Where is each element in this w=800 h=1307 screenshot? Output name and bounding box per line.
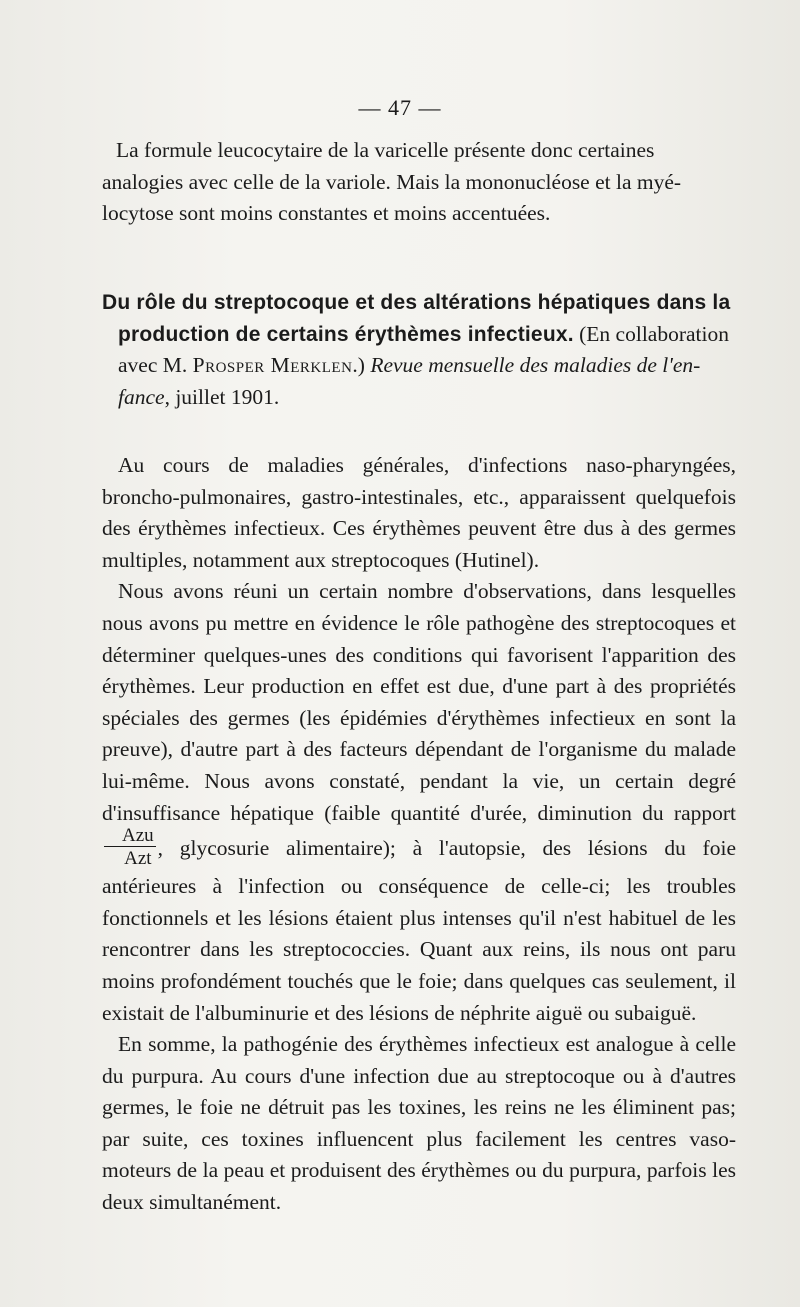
intro-paragraph xyxy=(102,135,736,230)
intro-line-3: locytose sont moins constantes et moins accentuées. xyxy=(102,201,551,226)
body-paragraph-2 xyxy=(102,576,736,1029)
ratio-fraction xyxy=(104,826,156,868)
intro-line-2: analogies avec celle de la variole. Mais la mononucléose et la myé- xyxy=(102,169,682,194)
fraction-numerator: Azu xyxy=(104,826,156,847)
article-body xyxy=(102,450,736,1219)
citation-line xyxy=(102,350,736,382)
intro-line-1: La formule leucocytaire de la varicelle présente donc certaines xyxy=(116,138,655,162)
citation-date-line xyxy=(102,382,736,414)
fraction-denominator: Azt xyxy=(124,848,152,870)
collab-close: .) xyxy=(352,353,371,378)
body-paragraph-1: Au cours de maladies générales, d'infections naso-pharyngées, broncho-pulmonaires, gastro-intestinales, etc., apparaissent quelquefois des érythèmes infectieux. Ces érythèmes peuvent être dus à des germes multiples, notamment aux streptocoques (Hutinel). xyxy=(102,453,736,572)
collab-avec: avec M. xyxy=(118,353,193,378)
coauthor-name: Prosper Merklen xyxy=(192,353,353,378)
page-number: — 47 — xyxy=(358,95,442,120)
publication-date: , juillet 1901. xyxy=(164,384,280,409)
section-title-line-2 xyxy=(102,319,736,351)
body-paragraph-3: En somme, la pathogénie des érythèmes infectieux est analogue à celle du purpura. Au cours d'une infection due au streptocoque ou à d'autres germes, le foie ne détruit pas les toxines, les reins ne les éliminent pas; par suite, ces toxines influencent plus facilement les centres vaso-moteurs de la peau et produisent des érythèmes ou du purpura, parfois les deux simultanément. xyxy=(102,1032,736,1215)
journal-name: Revue mensuelle des maladies de l'en- xyxy=(370,353,701,378)
body-paragraph-2-start: Nous avons réuni un certain nombre d'observations, dans lesquelles nous avons pu mettre en évidence le rôle pathogène des streptocoques et déterminer quelques-unes des conditions qui favorisent l'apparition des érythèmes. Leur production en effet est due, d'une part à des propriétés spéciales des germes (les épidémies d'érythèmes infectieux en sont la preuve), d'autre part à des facteurs dépendant de l'organisme du malade lui-même. Nous avons constaté, pendant la vie, un certain degré d'insuffisance hépatique (faible quantité d'urée, diminution du rapport xyxy=(102,579,736,825)
journal-name-end: fance xyxy=(118,384,165,409)
body-paragraph-2-end: , glycosurie alimentaire); à l'autopsie, des lésions du foie antérieures à l'infection ou conséquence de celle-ci; les troubles fonctionnels et les lésions étaient plus intenses qu'il n'est habituel de les rencontrer dans les streptococcies. Quant aux reins, ils nous ont paru moins profondément touchés que le foie; dans quelques cas seulement, il existait de l'albuminurie et des lésions de néphrite aiguë ou subaiguë. xyxy=(102,836,736,1025)
section-title-line-1: Du rôle du streptocoque et des altérations hépatiques dans la xyxy=(102,291,731,314)
section-title-line-2-text: production de certains érythèmes infectieux. xyxy=(118,322,574,346)
collaboration-note: (En collaboration xyxy=(573,321,729,346)
section-heading xyxy=(102,287,736,413)
